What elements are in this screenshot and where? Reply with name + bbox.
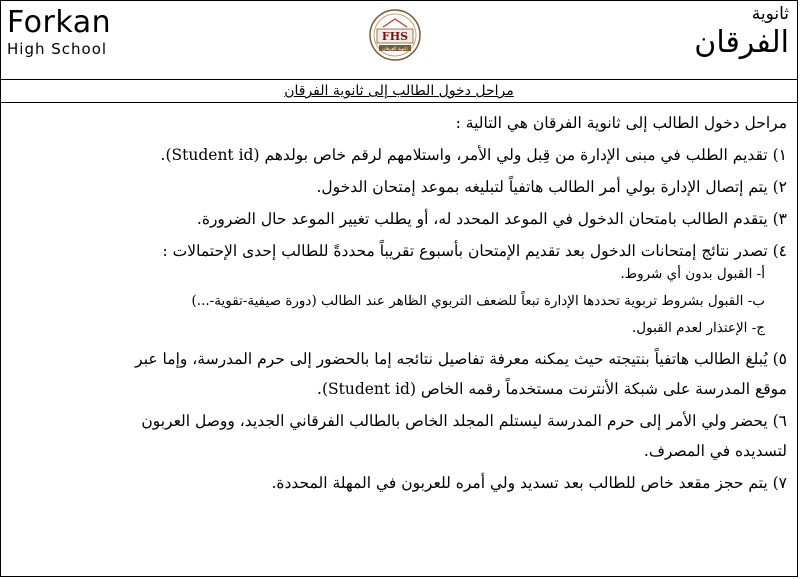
brand-english-title: Forkan (7, 5, 112, 40)
step-2-text: ٢) يتم إتصال الإدارة بولي أمر الطالب هاتفياً لتبليغه بموعد إمتحان الدخول. (316, 178, 787, 196)
step-4 (11, 241, 787, 337)
step-6-text: ٦) يحضر ولي الأمر إلى حرم المدرسة ليستلم المجلد الخاص بالطالب الفرقاني الجديد، ووصل العربون (141, 412, 787, 430)
logo-text: FHS (381, 30, 409, 43)
school-logo (365, 7, 425, 65)
step-6 (11, 411, 787, 461)
outcomes-list (11, 265, 787, 337)
brand-arabic-large: الفرقان (694, 25, 789, 60)
subtitle-bar (1, 80, 797, 103)
brand-arabic-small: ثانوية (751, 4, 789, 24)
step-3 (11, 209, 787, 229)
outcome-b: ب- القبول بشروط تربوية تحددها الإدارة تبعاً للضعف التربوي الظاهر عند الطالب (دورة صيفية-تقوية-...) (191, 293, 765, 309)
step-5 (11, 349, 787, 399)
step-5-text: ٥) يُبلغ الطالب هاتفياً بنتيجته حيث يمكنه معرفة تفاصيل نتائجه إما بالحضور إلى حرم المدرسة، وإما عبر (135, 350, 787, 368)
step-1-text: ١) تقديم الطلب في مبنى الإدارة من قِبل ولي الأمر، واستلامهم لرقم خاص بولدهم (Student id). (160, 146, 787, 164)
brand-english-subtitle: High School (7, 40, 108, 58)
logo-caption: ثانوية الفرقان (382, 47, 408, 52)
outcome-c: ج- الإعتذار لعدم القبول. (632, 320, 765, 336)
step-3-text: ٣) يتقدم الطالب بامتحان الدخول في الموعد المحدد له، أو يطلب تغيير الموعد حال الضرورة. (196, 210, 787, 228)
letterhead (1, 1, 797, 80)
brand-arabic (694, 3, 789, 61)
intro-text: مراحل دخول الطالب إلى ثانوية الفرقان هي التالية : (455, 114, 787, 132)
page-subtitle: مراحل دخول الطالب إلى ثانوية الفرقان (284, 83, 514, 99)
outcome-a: أ- القبول بدون أي شروط. (620, 266, 765, 282)
document-body (1, 103, 797, 493)
step-4-text: ٤) تصدر نتائج إمتحانات الدخول بعد تقديم الإمتحان بأسبوع تقريباً محددةً للطالب إحدى الإحتمالات : (162, 242, 787, 260)
step-7 (11, 473, 787, 493)
step-5-continuation: موقع المدرسة على شبكة الأنترنت مستخدماً رقمه الخاص (Student id). (317, 380, 787, 398)
brand-english (7, 7, 111, 58)
step-6-continuation: لتسديده في المصرف. (643, 442, 787, 460)
step-2 (11, 177, 787, 197)
step-7-text: ٧) يتم حجز مقعد خاص للطالب بعد تسديد ولي أمره للعربون في المهلة المحددة. (271, 474, 787, 492)
step-1 (11, 145, 787, 165)
